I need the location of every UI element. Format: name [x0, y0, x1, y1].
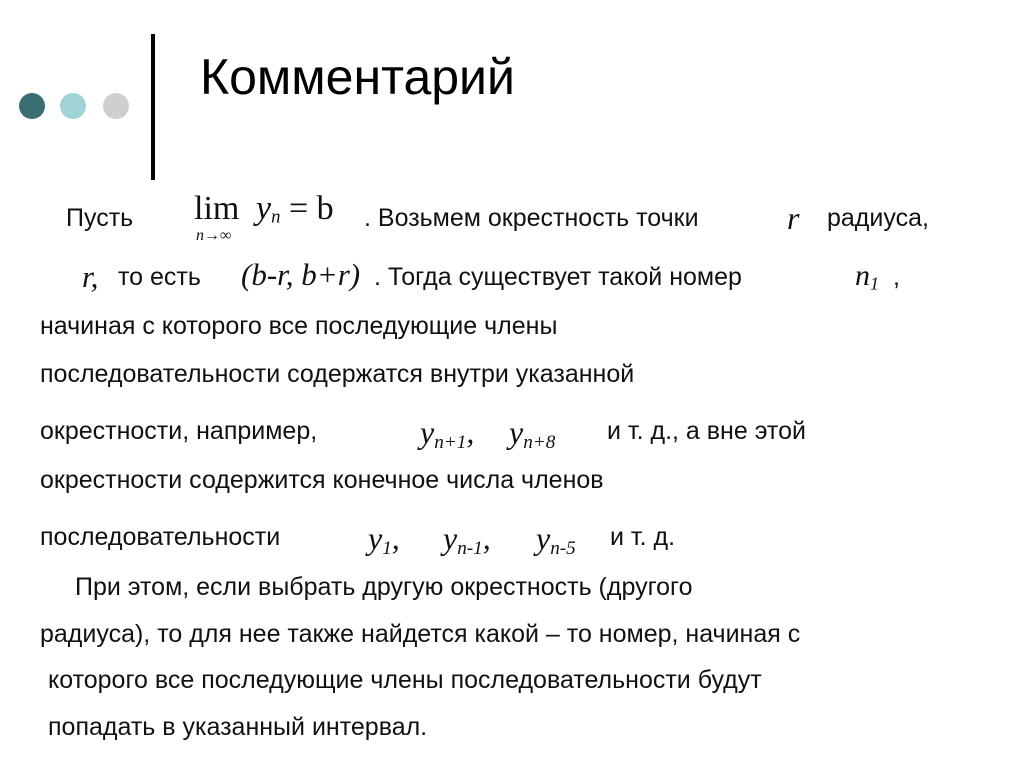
lim-subscript: n→∞: [196, 227, 232, 244]
math-y-1: [368, 522, 400, 558]
math-y-n-plus-1: [420, 416, 474, 452]
text-line2-b: . Тогда существует такой номер: [374, 263, 742, 291]
math-r-radius: r,: [82, 259, 99, 294]
text-line7-b: и т. д.: [610, 523, 676, 551]
text-pre-lim: Пусть: [66, 204, 134, 232]
text-line1-end: радиуса,: [827, 204, 929, 232]
math-r-point: r: [787, 200, 800, 236]
text-line3: начиная с которого все последующие члены: [40, 312, 558, 340]
title-divider: [151, 34, 155, 180]
lim-var: y: [256, 190, 272, 227]
lim-var-sub: n: [271, 206, 281, 228]
seq2-var-3: y: [536, 520, 551, 556]
slide-title: Комментарий: [200, 49, 515, 105]
seq1-var-1: y: [420, 414, 435, 450]
text-line2-c: ,: [893, 263, 900, 291]
lim-expression: [256, 192, 334, 227]
text-line6: окрестности содержится конечное числа членов: [40, 466, 604, 494]
seq1-var-2: y: [509, 414, 524, 450]
math-y-n-minus-1: [443, 522, 491, 558]
text-line11: попадать в указанный интервал.: [48, 713, 428, 741]
text-line7-a: последовательности: [40, 523, 281, 551]
text-line1-mid: . Возьмем окрестность точки: [364, 204, 699, 232]
decorative-dot-light: [103, 93, 129, 119]
lim-eq: = b: [288, 190, 334, 227]
math-y-n-minus-5: [536, 522, 576, 558]
text-line10: которого все последующие члены последовательности будут: [48, 666, 762, 694]
seq1-sub-2: n+8: [523, 431, 556, 453]
seq2-sub-1: 1: [382, 537, 392, 559]
text-line5-b: и т. д., а вне этой: [607, 417, 806, 445]
seq2-sub-2: n-1: [457, 537, 483, 559]
n1-sub: 1: [870, 273, 879, 294]
seq2-var-1: y: [368, 520, 383, 556]
seq1-sub-1: n+1: [434, 431, 467, 453]
n1-var: n: [855, 259, 870, 292]
seq2-sub-3: n-5: [550, 537, 576, 559]
seq2-tail-2: ,: [482, 520, 491, 556]
math-interval: (b-r, b+r): [241, 257, 361, 292]
text-line9: радиуса), то для нее также найдется какой – то номер, начиная с: [40, 620, 801, 648]
text-line4: последовательности содержатся внутри указанной: [40, 360, 635, 388]
lim-operator: lim: [194, 190, 240, 227]
seq2-tail-1: ,: [391, 520, 400, 556]
text-line8: При этом, если выбрать другую окрестность (другого: [75, 573, 693, 601]
math-y-n-plus-8: [509, 416, 555, 452]
decorative-dot-dark: [19, 93, 45, 119]
text-line2-a: то есть: [118, 263, 201, 291]
math-n1: [855, 261, 879, 293]
decorative-dot-mid: [60, 93, 86, 119]
seq2-var-2: y: [443, 520, 458, 556]
seq1-tail-1: ,: [466, 414, 475, 450]
text-line5-a: окрестности, например,: [40, 417, 318, 445]
